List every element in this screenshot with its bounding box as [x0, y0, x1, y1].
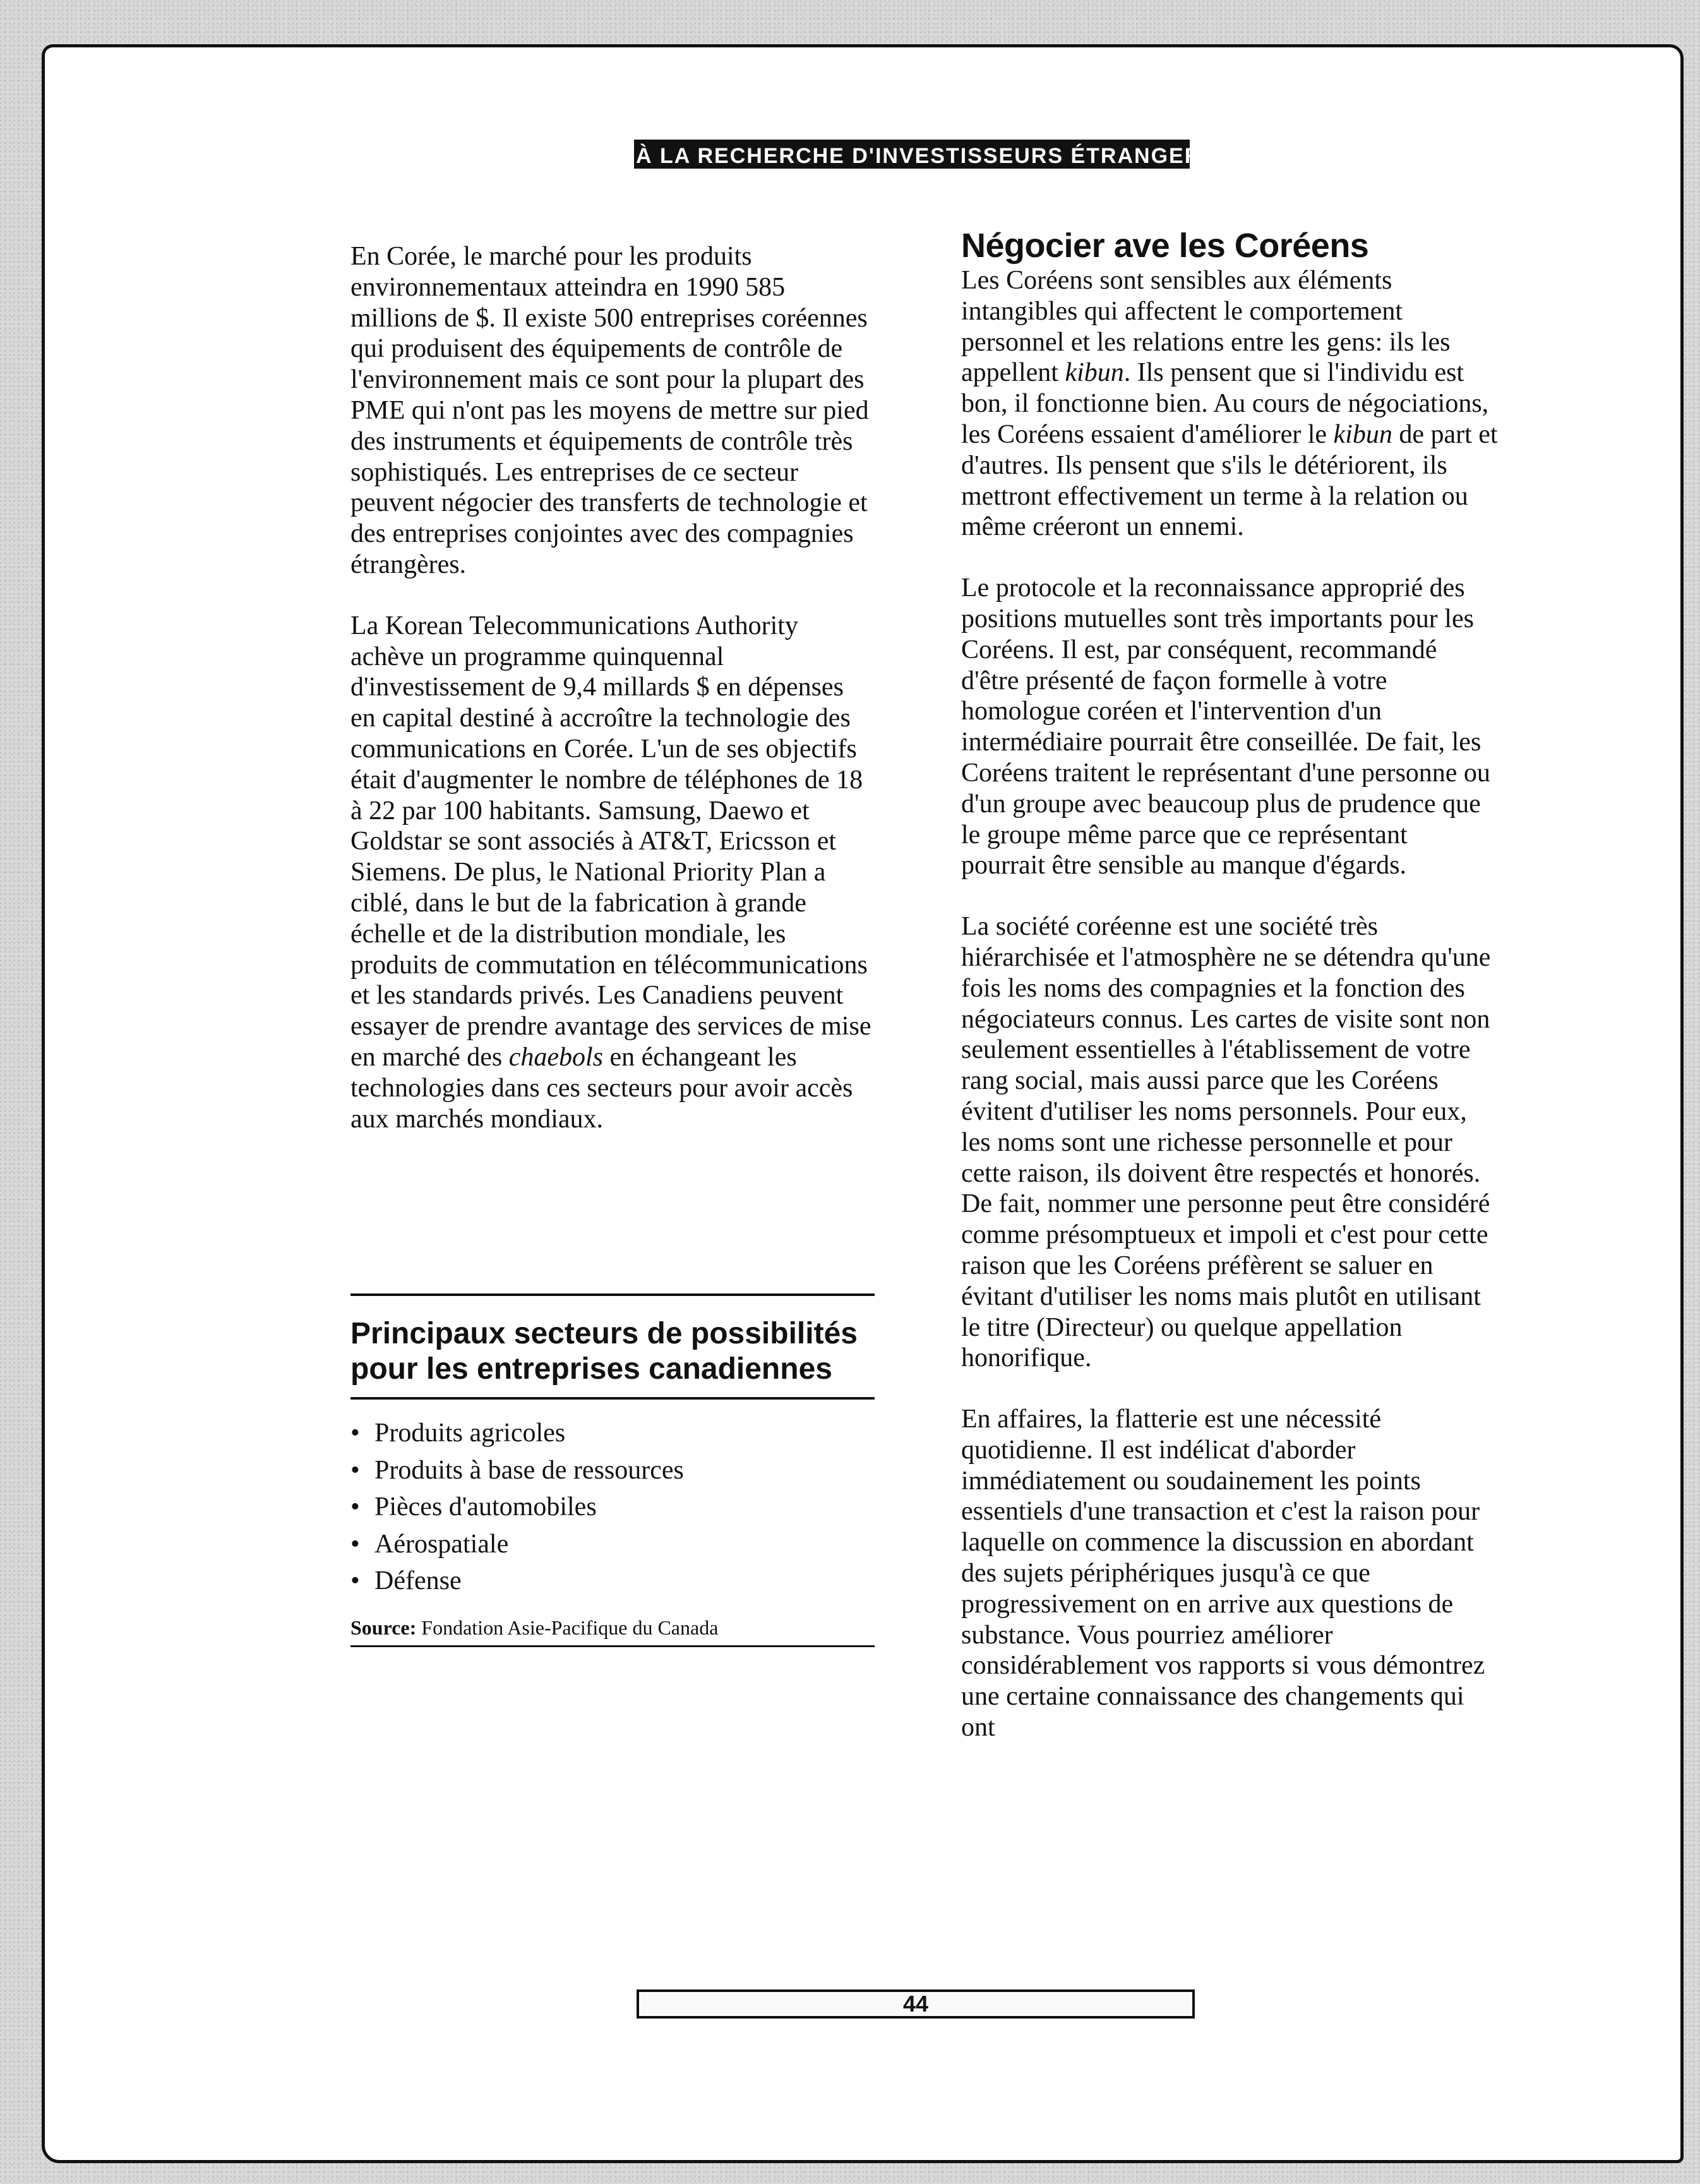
left-column	[350, 241, 875, 1134]
right-paragraph-4: En affaires, la flatterie est une nécessité quotidienne. Il est indélicat d'aborder immédiatement ou soudainement les points essentiels d'une transaction et c'est la raison pour laquelle on commence la discussion en abordant des sujets périphériques jusqu'à ce que progressivement on en arrive aux questions de substance. Vous pourriez améliorer considérablement vos rapports si vous démontrez une certaine connaissance des changements qui ont	[961, 1405, 1485, 1743]
bullet-icon: •	[350, 1455, 360, 1485]
running-head: À LA RECHERCHE D'INVESTISSEURS ÉTRANGERS	[634, 140, 1190, 169]
right-paragraph-3: La société coréenne est une société très hiérarchisée et l'atmosphère ne se détendra qu'une fois les noms des compagnies et la fonction des négociateurs connus. Les cartes de visite sont non seulement essentielles à l'établissement de votre rang social, mais aussi parce que les Coréens évitent d'utiliser les noms personnels. Pour eux, les noms sont une richesse personnelle et pour cette raison, ils doivent être respectés et honorés. De fait, nommer une personne peut être considéré comme présomptueux et impoli et c'est pour cette raison que les Coréens préfèrent se saluer en évitant d'utiliser les noms mais plutôt en utilisant le titre (Directeur) ou quelque appellation honorifique.	[961, 912, 1491, 1373]
section-title: Négocier ave les Coréens	[961, 227, 1369, 265]
list-item	[350, 1415, 875, 1452]
left-paragraph-2	[350, 611, 875, 1135]
list-item-label: Produits agricoles	[374, 1419, 566, 1448]
page-number: 44	[902, 1991, 929, 2017]
right-paragraph-1-text-b: . Ils pensent que si l'individu est bon, il fonctionne bien. Au cours de négociations, les Coréens essaient d'améliorer le	[961, 358, 1489, 449]
bullet-icon: •	[350, 1566, 360, 1595]
left-paragraph-2-text-b: en échangeant les technologies dans ces secteurs pour avoir accès aux marchés mondiaux.	[350, 1042, 853, 1134]
source-note	[350, 1615, 875, 1647]
list-item-label: Défense	[374, 1566, 462, 1595]
opportunities-sidebar	[350, 1293, 875, 1647]
sidebar-title-line-1: Principaux secteurs de possibilités	[350, 1317, 858, 1350]
right-paragraph-1-italic-2: kibun	[1333, 419, 1392, 449]
left-paragraph-2-italic: chaebols	[508, 1042, 604, 1072]
sidebar-title	[350, 1316, 875, 1387]
list-item-label: Produits à base de ressources	[374, 1455, 684, 1485]
page-number-bar	[637, 1989, 1195, 2019]
right-paragraph-1-text-c: de part et d'autres. Ils pensent que s'ils le détériorent, ils mettront effectivement un terme à la relation ou même créeront un ennemi.	[961, 419, 1498, 542]
list-item	[350, 1526, 875, 1563]
list-item-label: Pièces d'automobiles	[374, 1492, 597, 1521]
list-item-label: Aérospatiale	[374, 1529, 509, 1559]
list-item	[350, 1563, 875, 1600]
source-text: Fondation Asie-Pacifique du Canada	[416, 1616, 719, 1639]
right-paragraph-2: Le protocole et la reconnaissance approprié des positions mutuelles sont très importants pour les Coréens. Il est, par conséquent, recommandé d'être présenté de façon formelle à votre homologue coréen et l'intervention d'un intermédiaire pourrait être conseillée. De fait, les Coréens traitent le représentant d'une personne ou d'un groupe avec beaucoup plus de prudence que le groupe même parce que ce représentant pourrait être sensible au manque d'égards.	[961, 573, 1490, 880]
right-column	[961, 226, 1498, 1743]
right-paragraph-1-text-a: Les Coréens sont sensibles aux éléments intangibles qui affectent le comportement personnel et les relations entre les gens: ils les appellent	[961, 266, 1451, 388]
bullet-icon: •	[350, 1492, 360, 1521]
right-paragraph-1-italic-1: kibun	[1065, 358, 1124, 388]
list-item	[350, 1489, 875, 1526]
right-paragraph-1	[961, 265, 1498, 543]
bullet-icon: •	[350, 1419, 360, 1448]
bullet-icon: •	[350, 1529, 360, 1559]
left-paragraph-2-text-a: La Korean Telecommunications Authority achève un programme quinquennal d'investissement de 9,4 millards $ en dépenses en capital destiné à accroître la technologie des communications en Corée. L'un de ses objectifs était d'augmenter le nombre de téléphones de 18 à 22 par 100 habitants. Samsung, Daewo et Goldstar se sont associés à AT&T, Ericsson et Siemens. De plus, le National Priority Plan a ciblé, dans le but de la fabrication à grande échelle et de la distribution mondiale, les produits de commutation en télécommunications et les standards privés. Les Canadiens peuvent essayer de prendre avantage des services de mise en marché des	[350, 611, 871, 1072]
sidebar-top-rule	[350, 1293, 875, 1296]
sectors-list	[350, 1415, 875, 1600]
left-paragraph-1: En Corée, le marché pour les produits environnementaux atteindra en 1990 585 millions de $. Il existe 500 entreprises coréennes qui produisent des équipements de contrôle de l'environnement mais ce sont pour la plupart des PME qui n'ont pas les moyens de mettre sur pied des instruments et équipements de contrôle très sophistiqués. Les entreprises de ce secteur peuvent négocier des transferts de technologie et des entreprises conjointes avec des compagnies étrangères.	[350, 242, 869, 579]
source-label: Source:	[350, 1616, 417, 1639]
sidebar-middle-rule	[350, 1397, 875, 1400]
sidebar-title-line-2: pour les entreprises canadiennes	[350, 1352, 832, 1386]
list-item	[350, 1452, 875, 1489]
